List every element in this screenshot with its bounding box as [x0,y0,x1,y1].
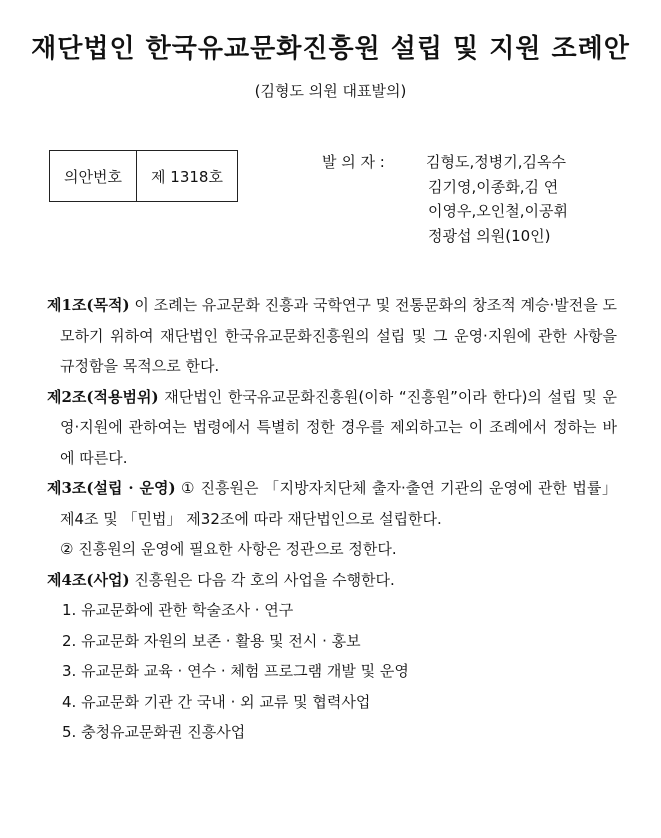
bill-number-value: 제 1318호 [137,151,238,202]
document-title: 재단법인 한국유교문화진흥원 설립 및 지원 조례안 [31,34,630,64]
document-subtitle: (김형도 의원 대표발의) [254,82,407,100]
article-2 [47,382,617,474]
article-4-item: 5. 충청유교문화권 진흥사업 [62,723,246,741]
proposer-line: 정광섭 의원(10인) [428,226,551,245]
proposer-line: 김형도,정병기,김옥수 [426,153,566,171]
article-text: 재단법인 한국유교문화진흥원(이하 “진흥원”이라 한다)의 설립 및 운영·지원에 관하여는 법령에서 특별히 정한 경우를 제외하고는 이 조례에서 정하는 바에 따른다. [60,387,617,467]
article-4 [47,565,617,596]
proposer-line: 김기영,이종화,김 연 [428,177,559,196]
article-heading: 제3조(설립 · 운영) [47,479,176,497]
bill-number-box [49,150,238,202]
article-4-item: 4. 유교문화 기관 간 국내 · 외 교류 및 협력사업 [62,692,371,711]
proposer-block [322,150,568,248]
article-text: ① 진흥원은 「지방자치단체 출자·출연 기관의 운영에 관한 법률」 제4조 및 「민법」 제32조에 따라 재단법인으로 설립한다. [60,479,617,528]
proposer-label: 발 의 자 : [322,153,385,171]
article-3-paragraph-2: ② 진흥원의 운영에 필요한 사항은 정관으로 정한다. [60,540,397,558]
article-text: 이 조례는 유교문화 진흥과 국학연구 및 전통문화의 창조적 계승·발전을 도모하기 위하여 재단법인 한국유교문화진흥원의 설립 및 그 운영·지원에 관한 사항을 규정함을 목적으로 한다. [60,296,617,375]
bill-number-label: 의안번호 [50,151,137,202]
articles-body [47,290,617,748]
article-text: 진흥원은 다음 각 호의 사업을 수행한다. [129,570,395,589]
article-heading: 제1조(목적) [47,296,130,314]
article-1 [47,290,617,382]
article-heading: 제4조(사업) [47,570,130,589]
article-3 [47,473,617,534]
article-4-item: 1. 유교문화에 관한 학술조사 · 연구 [62,601,294,619]
article-heading: 제2조(적용범위) [47,387,159,406]
article-4-item: 2. 유교문화 자원의 보존 · 활용 및 전시 · 홍보 [62,631,361,650]
proposer-line: 이영우,오인철,이공휘 [428,202,568,220]
article-4-item: 3. 유교문화 교육 · 연수 · 체험 프로그램 개발 및 운영 [62,662,409,680]
